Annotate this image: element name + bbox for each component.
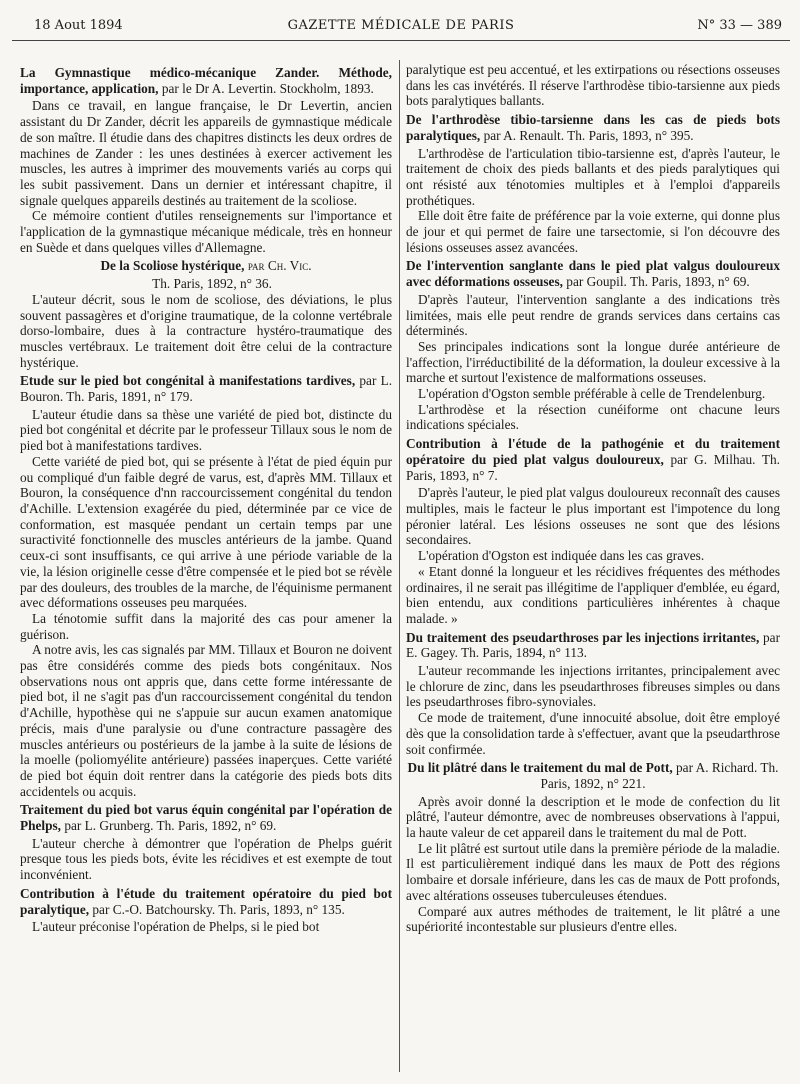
paragraph: « Etant donné la longueur et les récidives fréquentes des méthodes ordinaires, il ne serait pas illégitime de l'appliquer d'emblée, eu égard, bien entendu, aux conditions particulières inhérentes à chaque malade. »: [406, 563, 780, 626]
paragraph: Dans ce travail, en langue française, le Dr Levertin, ancien assistant du Dr Zander, décrit les appareils de gymnastique médicale de son maître. Il étudie dans des chapitres distincts les deux ordres de machines de Zander : les unes destinées à exercer activement les muscles, les autres à imprimer des mouvements variés au corps qui les subit passivement. Dans un dernier et intéressant chapitre, il signale quelques appareils destinés au traitement de la scoliose.: [20, 98, 392, 208]
header-issue-page: N° 33 — 389: [697, 18, 782, 33]
article-title: Etude sur le pied bot congénital à manifestations tardives, par L. Bouron. Th. Paris, 1891, n° 179.: [20, 373, 393, 405]
paragraph: L'auteur préconise l'opération de Phelps, si le pied bot: [32, 919, 320, 935]
article-title: Contribution à l'étude du traitement opératoire du pied bot paralytique, par C.-O. Batchoursky. Th. Paris, 1893, n° 135.: [20, 885, 392, 917]
article-title: Du lit plâtré dans le traitement du mal de Pott, par A. Richard. Th. Paris, 1892, n° 221.: [407, 760, 779, 791]
paragraph: D'après l'auteur, l'intervention sanglante a des indications très limitées, mais elle peut rendre de grands services dans certains cas déterminés.: [406, 291, 780, 339]
paragraph: Ce mode de traitement, d'une innocuité absolue, doit être employé dès que la consolidation tarde à s'effectuer, avant que la pseudarthrose soit confirmée.: [406, 710, 780, 757]
paragraph: Après avoir donné la description et le mode de confection du lit plâtré, l'auteur démontre, avec de nombreuses observations à l'appui, la haute valeur de cet appareil dans le traitement du mal de Pott.: [406, 793, 780, 841]
header-date: 18 Aout 1894: [34, 18, 123, 33]
paragraph: L'auteur décrit, sous le nom de scoliose, des déviations, le plus souvent passagères et d'origine traumatique, de la colonne vertébrale dorso-lombaire, dues à la contracture hystéro-traumatique des muscles vertébraux. Le traitement doit être celui de la contracture hystérique.: [20, 291, 392, 370]
article-title: De la Scoliose hystérique, par Ch. Vic.: [100, 258, 312, 274]
paragraph: L'opération d'Ogston semble préférable à celle de Trendelenburg.: [418, 386, 766, 402]
article-title: De l'intervention sanglante dans le pied plat valgus douloureux avec déformations osseuses, par Goupil. Th. Paris, 1893, n° 69.: [406, 258, 780, 290]
paragraph: L'auteur recommande les injections irritantes, principalement avec le chlorure de zinc, dans les pseudarthroses fibreuses simples ou dans les pseudarthroses fibro-synoviales.: [406, 663, 780, 710]
paragraph: L'arthrodèse et la résection cunéiforme ont chacune leurs indications spéciales.: [406, 401, 780, 433]
page-header: [12, 14, 790, 41]
article-title: Contribution à l'étude de la pathogénie et du traitement opératoire du pied plat valgus douloureux, par G. Milhau. Th. Paris, 1893, n° 7.: [406, 436, 780, 483]
article-title: Du traitement des pseudarthroses par les injections irritantes, par E. Gagey. Th. Paris, 1894, n° 113.: [406, 629, 781, 661]
paragraph: Elle doit être faite de préférence par la voie externe, qui donne plus de jour et qui permet de faire une tarsectomie, si l'on découvre des lésions osseuses assez avancées.: [406, 208, 780, 255]
paragraph: L'arthrodèse de l'articulation tibio-tarsienne est, d'après l'auteur, le traitement de choix des pieds ballants et des pieds paralytiques qui ont résisté aux ténotomies multiples et à l'emploi d'appareils prothétiques.: [406, 145, 780, 208]
article-title: Traitement du pied bot varus équin congénital par l'opération de Phelps, par L. Grunberg. Th. Paris, 1892, n° 69.: [20, 802, 392, 834]
article-title: La Gymnastique médico-mécanique Zander. Méthode, importance, application, par le Dr A. Levertin. Stockholm, 1893.: [20, 65, 392, 96]
paragraph: Ses principales indications sont la longue durée antérieure de l'affection, l'irréductibilité de la déformation, la douleur excessive à la marche et surtout l'existence de malformations osseuses.: [406, 338, 780, 386]
paragraph: A notre avis, les cas signalés par MM. Tillaux et Bouron ne doivent pas être considérés comme des pieds bots congénitaux. Nos observations nous ont appris que, dans cette forme intéressante de pied bot, il ne s'agit pas d'un raccourcissement congénital du tendon d'Achille, hypothèse qui ne s'appuie sur aucun examen anatomique précis, mais d'une paralysie ou d'une contracture passagère des muscles antérieurs ou postérieurs de la jambe à la suite de lésions de la moelle (poliomyélite antérieure) passées inaperçues. Cette variété de pied bot équin doit rentrer dans la catégorie des pieds bots dits accidentels ou acquis.: [20, 642, 392, 799]
paragraph: Cette variété de pied bot, qui se présente à l'état de pied équin pur ou compliqué d'un faible degré de varus, est, d'après MM. Tillaux et Bouron, la conséquence d'nn raccourcissement congénital du tendon d'Achille. L'extension exagérée du pied, déterminée par ce vice de conformation, est masquée pendant un certain temps par une suractivité fonctionnelle des muscles antérieurs de la jambe. Quand ceux-ci sont insuffisants, ce qui arrive à une période variable de la vie, la lésion originelle cesse d'être compensée et le pied bot se révèle par des douleurs, des troubles de la marche, de l'équinisme permanent avec déformations osseuses peu marquées.: [20, 453, 392, 611]
paragraph: La ténotomie suffit dans la majorité des cas pour amener la guérison.: [20, 610, 392, 642]
column-divider: [399, 60, 400, 1072]
header-journal-title: GAZETTE MÉDICALE DE PARIS: [287, 18, 515, 33]
paragraph: Ce mémoire contient d'utiles renseignements sur l'importance et l'application de la gymnastique mécanique médicale, très en honneur en Suède et dans quelques villes d'Allemagne.: [20, 208, 392, 255]
paragraph: Comparé aux autres méthodes de traitement, le lit plâtré a une supériorité incontestable sur plusieurs d'entre elles.: [406, 903, 780, 935]
paragraph: L'opération d'Ogston est indiquée dans les cas graves.: [418, 548, 705, 564]
paragraph-continued: paralytique est peu accentué, et les extirpations ou résections osseuses dans les cas invétérés. Il réserve l'arthrodèse tibio-tarsienne aux pieds bots paralytiques ballants.: [406, 62, 780, 109]
paragraph: L'auteur étudie dans sa thèse une variété de pied bot, distincte du pied bot congénital et décrite par le professeur Tillaux sous le nom de pied bot à manifestations tardives.: [20, 406, 392, 454]
paragraph: Le lit plâtré est surtout utile dans la première période de la maladie. Il est particulièrement indiqué dans les maux de Pott des régions lombaire et dorsale inférieure, dans les cas de maux de Pott profonds, avec altérations osseuses tuberculeuses étendues.: [406, 840, 780, 903]
paragraph: D'après l'auteur, le pied plat valgus douloureux reconnaît des causes multiples, mais le facteur le plus important est l'impotence du long péronier latéral. Les lésions osseuses ne sont que des lésions secondaires.: [406, 485, 780, 548]
article-title: De l'arthrodèse tibio-tarsienne dans les cas de pieds bots paralytiques, par A. Renault. Th. Paris, 1893, n° 395.: [406, 112, 780, 143]
paragraph: L'auteur cherche à démontrer que l'opération de Phelps guérit presque tous les pieds bots, évite les récidives et est exempte de tout inconvénient.: [20, 835, 392, 883]
right-column: [406, 62, 780, 935]
article-reference: Th. Paris, 1892, n° 36.: [152, 276, 272, 292]
left-column: [20, 62, 392, 935]
